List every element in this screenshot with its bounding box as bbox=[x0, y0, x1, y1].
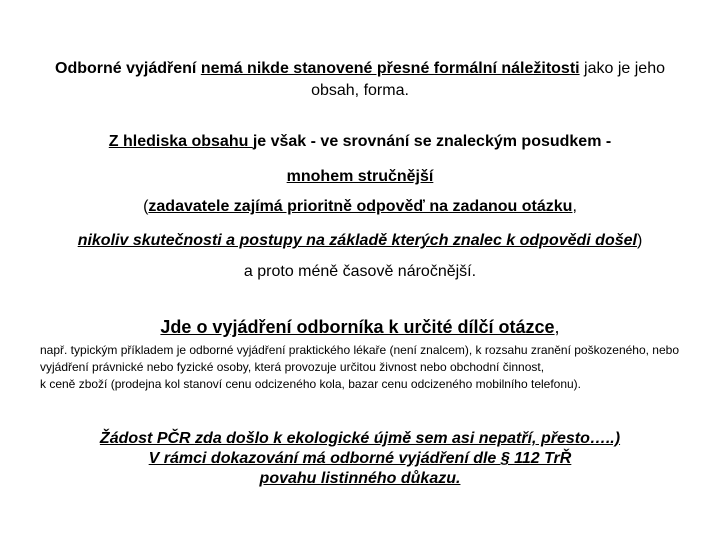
paragraph-content-comparison bbox=[30, 131, 690, 153]
p8-line2: k ceně zboží (prodejna kol stanoví cenu odcizeného kola, bazar cenu odcizeného mobilního telefonu). bbox=[40, 377, 582, 391]
p9-line3: povahu listinného důkazu. bbox=[259, 470, 461, 487]
paragraph-not-facts bbox=[20, 230, 700, 252]
p4-underlined: zadavatele zajímá prioritně odpověď na zadanou otázku bbox=[148, 198, 573, 215]
p9-line1: Žádost PČR zda došlo k ekologické újmě sem asi nepatří, přesto…..) bbox=[99, 430, 621, 447]
p8-line1: např. typickým příkladem je odborné vyjádření praktického lékaře (není znalcem), k rozsahu zranění poškozeného, nebo vyjádření právnické nebo fyzické osoby, která provozuje určitou živnost nebo obchodní činnost, bbox=[40, 343, 680, 374]
p2-underlined: Z hlediska obsahu bbox=[108, 133, 253, 150]
p4-suffix: , bbox=[572, 198, 577, 215]
p3-underlined: mnohem stručnější bbox=[286, 168, 434, 185]
p7-suffix: , bbox=[554, 317, 560, 337]
paragraph-police-request bbox=[20, 429, 700, 489]
p7-underlined: Jde o vyjádření odborníka k určité dílčí otázce bbox=[160, 317, 555, 337]
p5-suffix: ) bbox=[636, 232, 643, 249]
paragraph-less-time bbox=[30, 261, 690, 283]
p1-underlined: nemá nikde stanovené přesné formální náležitosti bbox=[200, 60, 580, 77]
p6-text: a proto méně časově náročnější. bbox=[243, 263, 477, 280]
p1-prefix: Odborné vyjádření bbox=[55, 60, 201, 77]
p5-underlined: nikoliv skutečnosti a postupy na základě kterých znalec k odpovědi došel bbox=[77, 232, 637, 249]
p2-suffix: je však - ve srovnání se znaleckým posudkem - bbox=[252, 133, 612, 150]
paragraph-more-concise bbox=[30, 166, 690, 188]
paragraph-examples bbox=[40, 342, 690, 393]
p4-prefix: ( bbox=[143, 198, 149, 215]
p1-suffix: jako je jeho obsah, forma. bbox=[311, 60, 665, 99]
paragraph-expert-opinion bbox=[30, 315, 690, 339]
paragraph-client-interest bbox=[30, 196, 690, 218]
paragraph-formal-requirements bbox=[30, 58, 690, 102]
p9-line2: V rámci dokazování má odborné vyjádření dle § 112 TrŘ bbox=[148, 450, 572, 467]
